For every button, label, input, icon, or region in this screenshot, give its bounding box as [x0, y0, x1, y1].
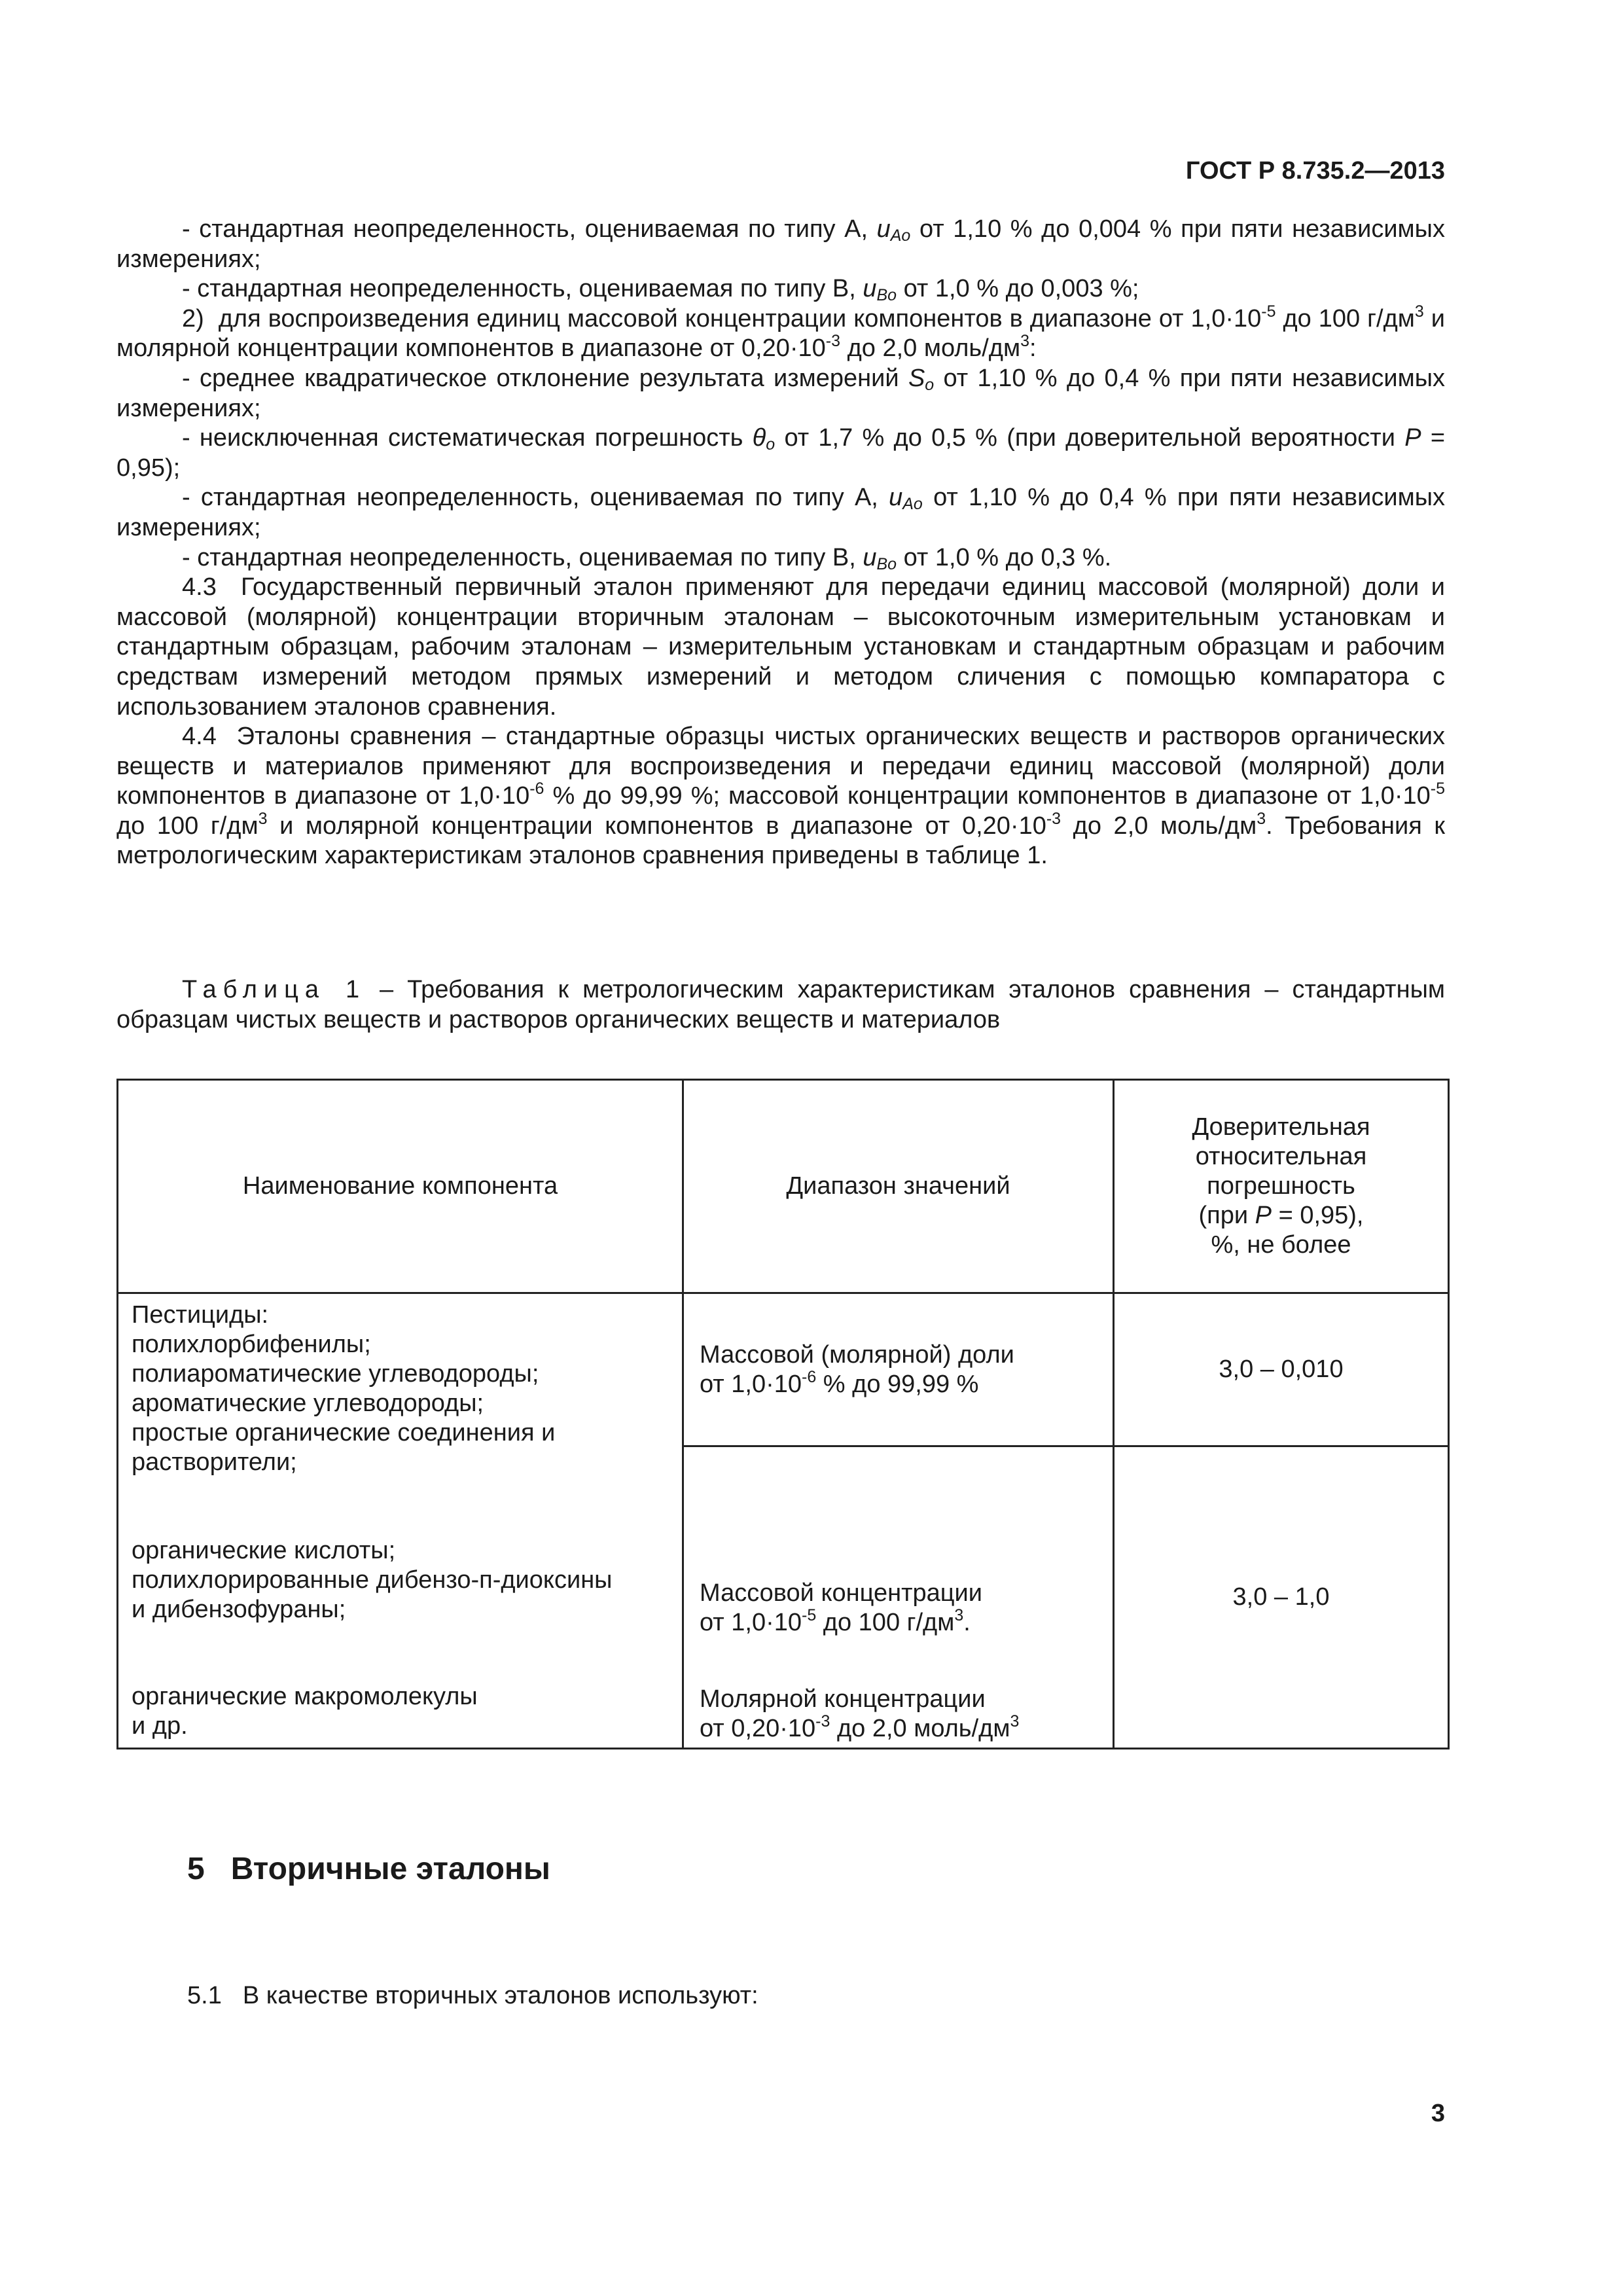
body-text: [116, 215, 1445, 871]
body-paragraph: 4.3 Государственный первичный эталон применяют для передачи единиц массовой (молярной) доли и массовой (молярной) концентрации вторичным эталонам – высокоточным измерительным установкам и стандартным образцам, рабочим эталонам – измерительным установкам и стандартным образцам и рабочим средствам измерений методом прямых измерений и методом сличения с помощью компаратора с использованием эталонов сравнения.: [116, 573, 1445, 721]
body-paragraph: 4.4 Эталоны сравнения – стандартные образцы чистых органических веществ и растворов органических веществ и материалов применяют для воспроизведения и передачи единиц массовой (молярной) доли компонентов в диапазоне от $1,0\cdot 10^{-6}$ % до 99,99 %; массовой концентрации компонентов в диапазоне от $1,0\cdot 10^{-5}$ до 100 $г/дм^3$ и молярной концентрации компонентов в диапазоне от $0,20\cdot 10^{-3}$ до 2,0 моль/$дм^3$. Требования к метрологическим характеристикам эталонов сравнения приведены в таблице 1.: [116, 723, 1445, 870]
header-component-name: Наименование компонента: [118, 1080, 683, 1293]
error-value-2: 3,0 – 1,0: [1114, 1446, 1449, 1749]
table-header-row: [118, 1080, 1449, 1293]
error-value-1: 3,0 – 0,010: [1114, 1293, 1449, 1446]
table-caption: [116, 975, 1445, 1035]
body-paragraph: - среднее квадратическое отклонение результата измерений So от 1,10 % до 0,4 % при пяти независимых измерениях;: [116, 364, 1446, 422]
document-id-header: ГОСТ Р 8.735.2—2013: [1185, 157, 1445, 185]
body-paragraph: - стандартная неопределенность, оцениваемая по типу В, uBo от 1,0 % до 0,003 %;: [182, 275, 1139, 305]
component-list-cell: [118, 1293, 683, 1749]
range-molar-concentration-cell: Молярной концентрации от $0,20\cdot 10^{-3}$ до 2,0 моль/$дм^3$: [683, 1662, 1114, 1749]
range-mass-fraction-cell: Массовой (молярной) доли от $1,0\cdot 10^{-6}$ % до 99,99 %: [683, 1293, 1114, 1446]
component-group-1: Пестициды: полихлорбифенилы; полиароматические углеводороды; ароматические углеводороды; простые органические соединения и растворители;: [132, 1301, 556, 1476]
body-paragraph: - неисключенная систематическая погрешность θo от 1,7 % до 0,5 % (при доверительной вероятности P = 0,95);: [116, 424, 1446, 482]
metrology-table: [116, 1079, 1450, 1749]
header-confidence-error: Доверительная относительная погрешность (при P = 0,95), %, не более: [1114, 1080, 1449, 1293]
component-group-2: органические кислоты; полихлорированные дибензо-п-диоксины и дибензофураны;: [132, 1537, 613, 1623]
component-group-3: органические макромолекулы и др.: [132, 1683, 478, 1740]
table-caption-label: Таблица 1: [182, 976, 366, 1003]
header-value-range: Диапазон значений: [683, 1080, 1114, 1293]
table-row: [118, 1293, 1449, 1446]
body-paragraph: 2) для воспроизведения единиц массовой концентрации компонентов в диапазоне от $1,0\cdot 10^{-5}$ до 100 $г/дм^3$ и молярной концентрации компонентов в диапазоне от $0,20\cdot 10^{-3}$ до 2,0 моль/$дм^3$:: [116, 302, 1445, 363]
range-mass-concentration-cell: Массовой концентрации от $1,0\cdot 10^{-5}$ до 100 $г/дм^3$.: [683, 1446, 1114, 1663]
page-number: 3: [1431, 2100, 1445, 2127]
table-caption-text: – Требования к метрологическим характеристикам эталонов сравнения – стандартным образцам чистых веществ и растворов органических веществ и материалов: [116, 976, 1446, 1033]
body-paragraph: - стандартная неопределенность, оцениваемая по типу А, uAo от 1,10 % до 0,4 % при пяти независимых измерениях;: [116, 484, 1445, 541]
paragraph-5-1: 5.1 В качестве вторичных эталонов используют:: [187, 1982, 758, 2009]
body-paragraph: - стандартная неопределенность, оцениваемая по типу В, uBo от 1,0 % до 0,3 %.: [182, 543, 1112, 573]
body-paragraph: - стандартная неопределенность, оцениваемая по типу А, uAo от 1,10 % до 0,004 % при пяти независимых измерениях;: [116, 215, 1445, 273]
section-5-heading: 5 Вторичные эталоны: [187, 1852, 550, 1886]
